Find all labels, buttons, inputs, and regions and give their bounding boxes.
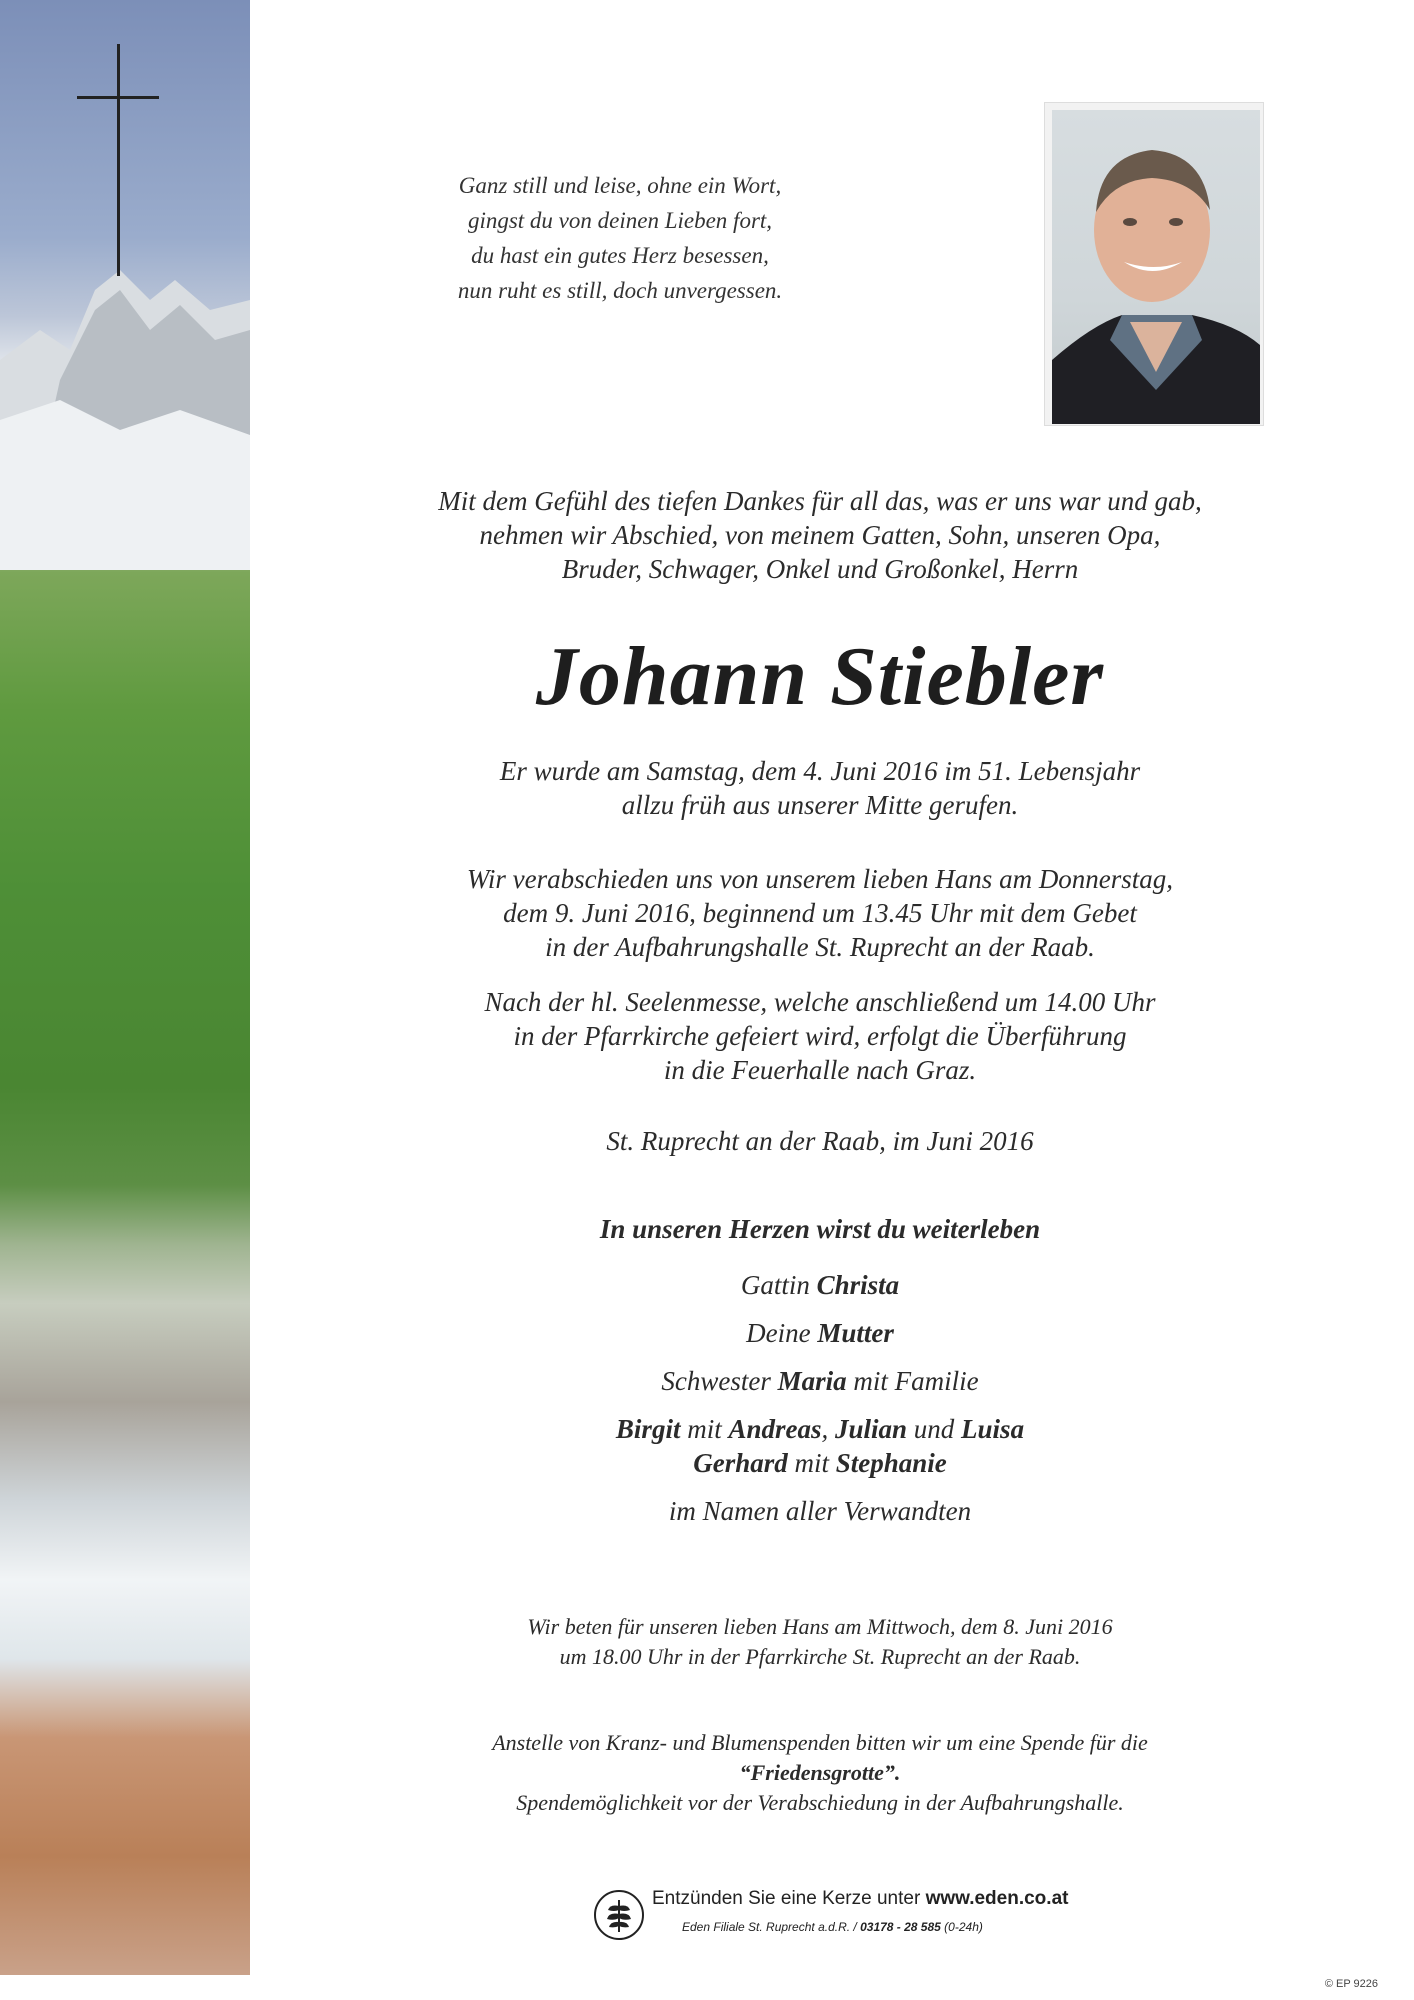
death-line: Er wurde am Samstag, dem 4. Juni 2016 im 51. Lebensjahr	[499, 756, 1141, 786]
donation-recipient: “Friedensgrotte”.	[739, 1760, 901, 1785]
family-member-children-2: Gerhard mit Stephanie	[693, 1448, 947, 1478]
eden-logo-icon	[594, 1890, 644, 1940]
prayer-line: Wir beten für unseren lieben Hans am Mittwoch, dem 8. Juni 2016	[527, 1614, 1113, 1639]
intro-text	[300, 484, 1340, 586]
poem-line: Ganz still und leise, ohne ein Wort,	[458, 173, 782, 198]
mass-line: Nach der hl. Seelenmesse, welche anschließend um 14.00 Uhr	[484, 987, 1156, 1017]
phone-number: 03178 - 28 585	[860, 1920, 941, 1934]
branch-info: Eden Filiale St. Ruprecht a.d.R. / 03178 - 28 585 (0-24h)	[682, 1920, 983, 1934]
funeral-home-footer	[590, 1886, 1110, 1946]
place-date: St. Ruprecht an der Raab, im Juni 2016	[606, 1126, 1034, 1156]
poem-line: gingst du von deinen Lieben fort,	[467, 208, 773, 233]
poem	[400, 168, 840, 308]
mountain-peaks	[0, 270, 250, 570]
portrait-photo	[1052, 110, 1260, 424]
candle-text: Entzünden Sie eine Kerze unter www.eden.co.at	[652, 1888, 1069, 1909]
family-member-sister: Schwester Maria mit Familie	[661, 1366, 979, 1396]
cross-icon	[77, 44, 159, 276]
poem-line: du hast ein gutes Herz besessen,	[471, 243, 769, 268]
family-list	[300, 1270, 1340, 1544]
intro-line: nehmen wir Abschied, von meinem Gatten, Sohn, unseren Opa,	[479, 520, 1161, 550]
donation-line: Anstelle von Kranz- und Blumenspenden bitten wir um eine Spende für die	[492, 1730, 1148, 1755]
prayer-line: um 18.00 Uhr in der Pfarrkirche St. Ruprecht an der Raab.	[559, 1644, 1081, 1669]
death-notice	[300, 754, 1340, 822]
landscape-strip	[0, 0, 250, 1975]
farewell-line: dem 9. Juni 2016, beginnend um 13.45 Uhr mit dem Gebet	[503, 898, 1137, 928]
donation-line: Spendemöglichkeit vor der Verabschiedung in der Aufbahrungshalle.	[516, 1790, 1124, 1815]
mass-notice	[300, 985, 1340, 1087]
family-member-mother: Deine Mutter	[746, 1318, 894, 1348]
farewell-line: Wir verabschieden uns von unserem lieben Hans am Donnerstag,	[466, 864, 1174, 894]
donation-notice	[300, 1728, 1340, 1818]
poem-line: nun ruht es still, doch unvergessen.	[457, 278, 783, 303]
mass-line: in der Pfarrkirche gefeiert wird, erfolgt die Überführung	[513, 1021, 1127, 1051]
family-relatives: im Namen aller Verwandten	[668, 1496, 972, 1526]
family-member-children-1: Birgit mit Andreas, Julian und Luisa	[615, 1414, 1025, 1444]
deceased-name: Johann Stiebler	[535, 630, 1105, 723]
document-code: © EP 9226	[1324, 1978, 1378, 1990]
prayer-notice	[300, 1612, 1340, 1672]
intro-line: Bruder, Schwager, Onkel und Großonkel, Herrn	[561, 554, 1079, 584]
farewell-line: in der Aufbahrungshalle St. Ruprecht an der Raab.	[545, 932, 1095, 962]
family-heading: In unseren Herzen wirst du weiterleben	[599, 1214, 1041, 1244]
family-member-wife: Gattin Christa	[740, 1270, 900, 1300]
death-line: allzu früh aus unserer Mitte gerufen.	[621, 790, 1019, 820]
farewell-notice	[300, 862, 1340, 964]
intro-line: Mit dem Gefühl des tiefen Dankes für all das, was er uns war und gab,	[438, 486, 1202, 516]
website-link[interactable]: www.eden.co.at	[925, 1888, 1069, 1909]
mass-line: in die Feuerhalle nach Graz.	[663, 1055, 977, 1085]
